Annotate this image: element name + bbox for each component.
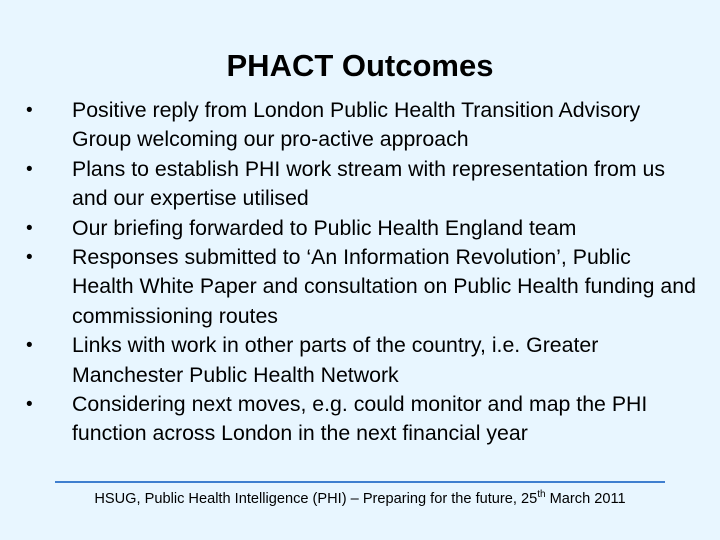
bullet-text: Links with work in other parts of the country, i.e. Greater Manchester Public Health Network [72,333,599,387]
footer-text-date: March 2011 [545,491,626,507]
footer-text [0,487,720,511]
bullet-marker: • [26,394,33,416]
bullet-item [26,155,696,214]
bullet-item [26,214,696,243]
bullet-text: Plans to establish PHI work stream with representation from us and our expertise utilised [72,156,666,211]
bullet-item [26,96,696,155]
footer-ordinal-suffix: th [537,489,546,501]
footer-text-main: HSUG, Public Health Intelligence (PHI) – Preparing for the future, 25 [94,491,538,507]
bullet-text: Our briefing forwarded to Public Health England team [72,215,577,240]
bullet-marker: • [26,217,33,239]
bullet-item [26,243,696,331]
bullet-item [26,331,696,390]
bullet-text: Considering next moves, e.g. could monitor and map the PHI function across London in the next financial year [72,392,648,446]
footer-divider [55,481,665,483]
bullet-item [26,390,696,449]
bullet-text: Responses submitted to ‘An Information Revolution’, Public Health White Paper and consultation on Public Health funding and commissioning routes [72,245,696,328]
bullet-marker: • [26,335,33,357]
bullet-marker: • [26,247,33,269]
bullet-list [26,96,696,449]
bullet-marker: • [26,158,33,180]
bullet-marker: • [26,100,33,121]
slide-title: PHACT Outcomes [226,48,494,83]
bullet-text: Positive reply from London Public Health Transition Advisory Group welcoming our pro-active approach [72,98,641,152]
